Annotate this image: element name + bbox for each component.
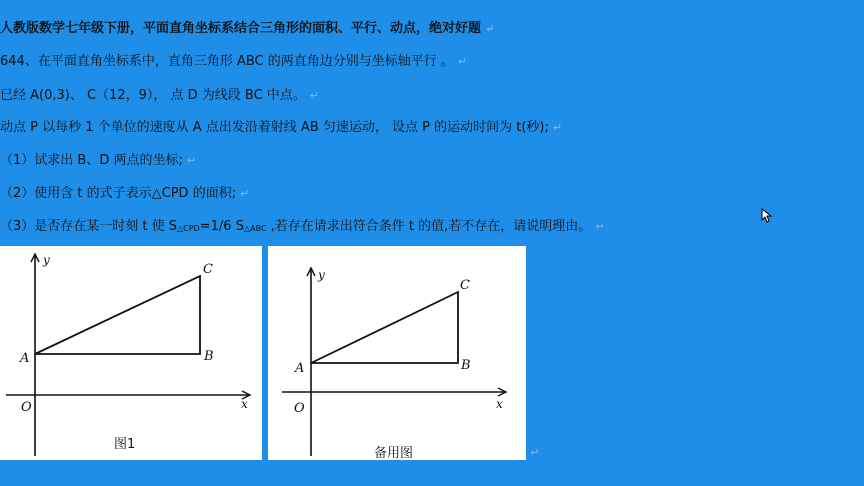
figure-2-panel [268,246,526,460]
motion-text: 动点 P 以每秒 1 个单位的速度从 A 点出发沿着射线 AB 匀速运动， 设点 P 的运动时间为 t(秒); [0,120,549,135]
figure-1-triangle-abc [35,276,200,354]
figure-1-label-o: O [21,400,32,415]
question-3-text-b: =1/6 S [199,219,244,234]
figure-1-label-b: B [204,349,214,364]
figure-1-label-x: x [241,397,248,411]
figure-2-label-o: O [294,401,305,416]
question-2-text: （2）使用含 t 的式子表示△CPD 的面积; [0,186,237,201]
title-text: 人教版数学七年级下册，平面直角坐标系结合三角形的面积、平行、动点，绝对好题 [0,21,482,36]
question-1-line [0,153,196,169]
paragraph-mark: ↵ [186,154,197,167]
figure-1-diagram [0,246,262,460]
question-1-text: （1）试求出 B、D 两点的坐标; [0,153,183,168]
title-line [0,21,494,37]
question-3-subscript-cpd: △CPD [177,224,200,233]
paragraph-mark: ↵ [530,446,540,459]
figure-1-caption: 图1 [114,437,136,452]
figure-2-label-a: A [295,361,305,376]
paragraph-mark: ↵ [552,121,563,134]
figure-1-label-c: C [203,262,213,277]
question-3-text-c: ,若存在请求出符合条件 t 的值,若不存在，请说明理由。 [266,219,592,234]
problem-statement: 644、在平面直角坐标系中，直角三角形 ABC 的两直角边分别与坐标轴平行 。 [0,54,454,69]
question-3-text-a: （3）是否存在某一时刻 t 使 S [0,219,178,234]
figure-2-label-x: x [496,397,503,411]
figure-1-label-a: A [20,351,30,366]
figure-2-label-b: B [461,358,471,373]
figure-2-caption: 备用图 [374,446,414,460]
figure-2-label-c: C [460,278,470,293]
figure-2-diagram [268,246,526,460]
figure-1-label-y: y [43,253,50,267]
paragraph-mark: ↵ [595,220,605,233]
paragraph-mark: ↵ [485,22,495,35]
motion-line [0,120,562,136]
question-3-line [0,219,605,237]
given-text: 已经 A(0,3)、 C（12，9）， 点 D 为线段 BC 中点。 [0,88,306,103]
question-3-subscript-abc: △ABC [243,224,267,233]
figure-1-panel [0,246,262,460]
problem-number-line [0,54,467,70]
paragraph-mark: ↵ [457,55,468,68]
figure-2-label-y: y [318,268,325,282]
paragraph-mark: ↵ [240,187,250,200]
question-2-line [0,186,249,202]
given-line [0,88,319,104]
figure-2-triangle-abc [311,292,458,363]
mouse-cursor-icon [761,208,773,224]
paragraph-mark: ↵ [309,89,320,102]
